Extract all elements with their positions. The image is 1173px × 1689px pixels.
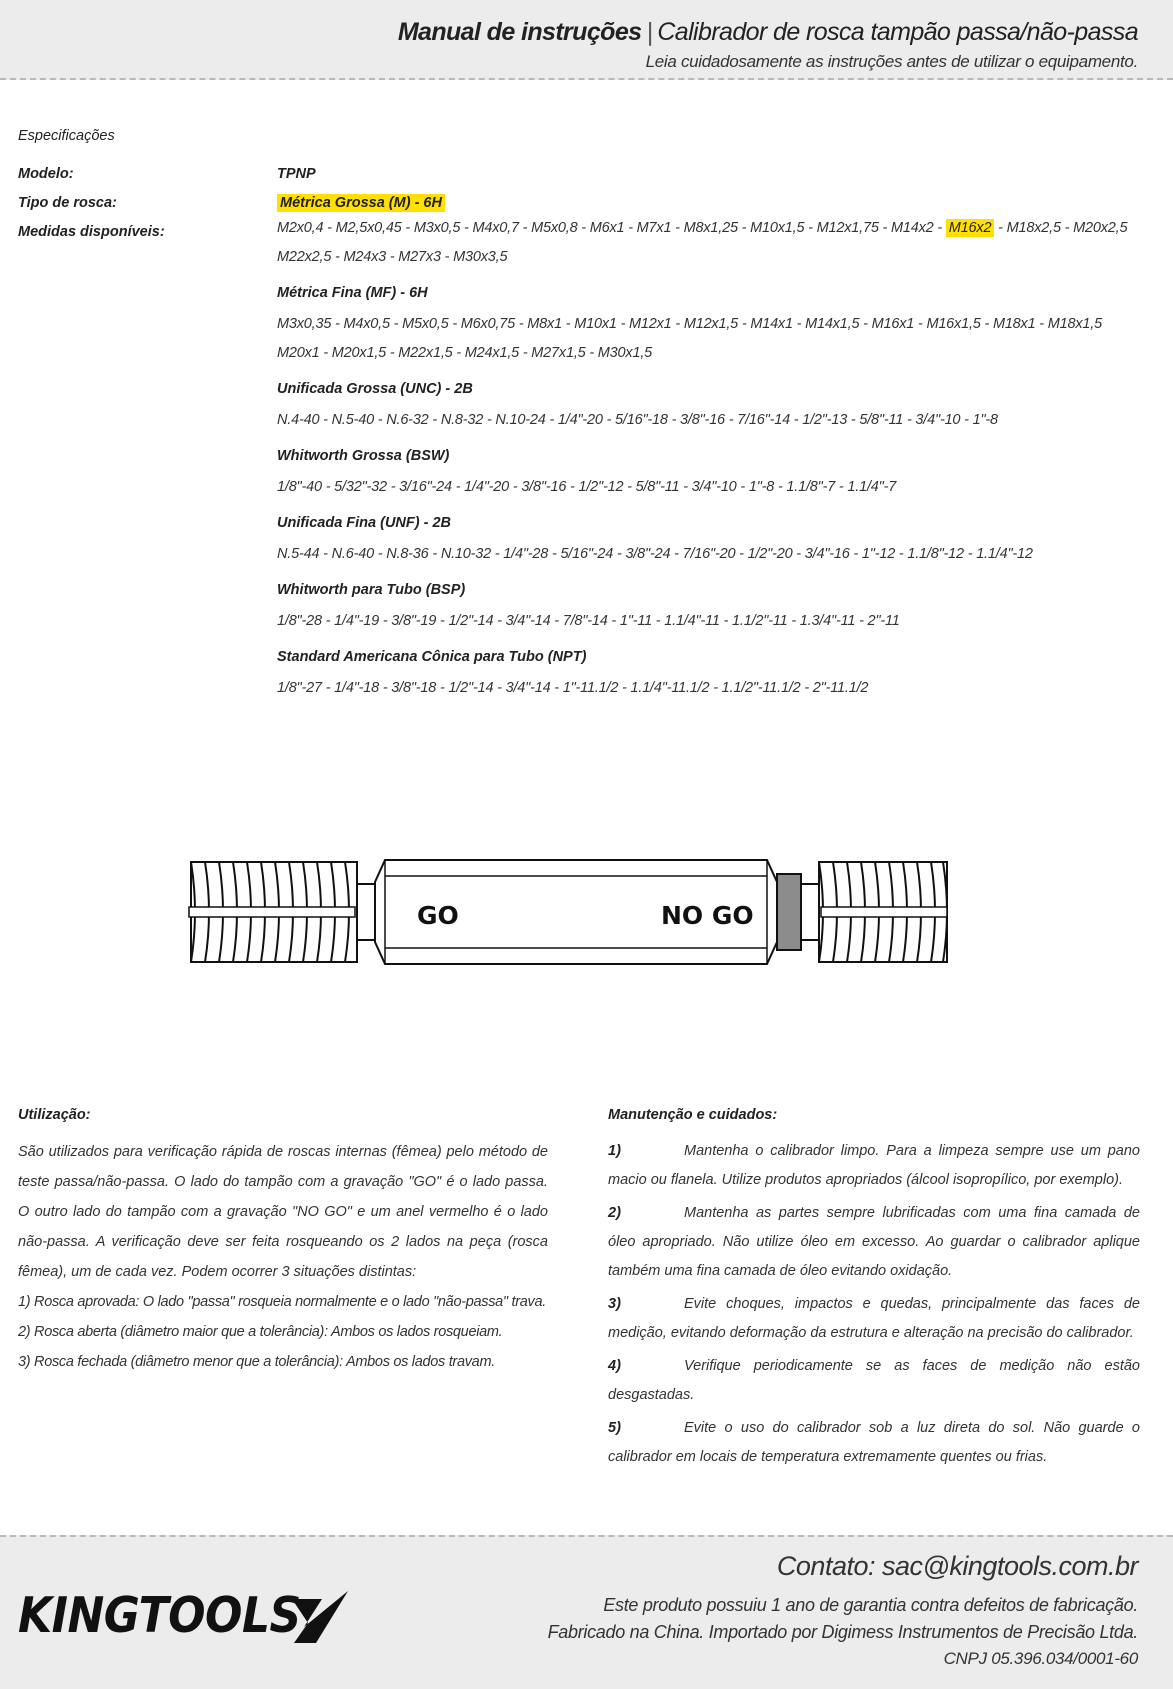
group-title: Unificada Fina (UNF) - 2B — [277, 515, 452, 531]
measures-line: N.5-44 - N.6-40 - N.8-36 - N.10-32 - 1/4"-28 - 5/16"-24 - 3/8"-24 - 7/16"-20 - 1/2"-20 - 3/4"-16 - 1"-12 - 1.1/8"-12 - 1.1/4"-12 — [277, 546, 1033, 562]
thread-type-highlight: Métrica Grossa (M) - 6H — [277, 194, 445, 212]
measures-label: Medidas disponíveis: — [18, 224, 165, 240]
manual-subtitle: Leia cuidadosamente as instruções antes de utilizar o equipamento. — [645, 52, 1138, 71]
go-neck — [357, 884, 375, 940]
maintenance-title: Manutenção e cuidados: — [608, 1107, 778, 1123]
measures-group-bsw — [277, 448, 1157, 502]
item-number: 3) — [608, 1296, 621, 1312]
thread-plug-gauge-drawing — [185, 852, 980, 972]
maintenance-section — [608, 1103, 1140, 1476]
measures-group-metric-fine — [277, 285, 1157, 368]
measures-list — [277, 214, 1157, 716]
item-text: Mantenha as partes sempre lubrificadas com uma fina camada de óleo apropriado. Não utilize óleo em excesso. Ao guardar o calibrador aplique também uma fina camada de óleo evitando oxidação. — [608, 1205, 1140, 1279]
page-footer — [0, 1535, 1173, 1689]
group-title: Unificada Grossa (UNC) - 2B — [277, 381, 473, 397]
measures-line: 1/8"-28 - 1/4"-19 - 3/8"-19 - 1/2"-14 - 3/4"-14 - 7/8"-14 - 1"-11 - 1.1/4"-11 - 1.1/2"-11 - 1.3/4"-11 - 2"-11 — [277, 613, 900, 629]
item-number: 4) — [608, 1358, 621, 1374]
manual-title-bold: Manual de instruções — [397, 18, 642, 46]
item-number: 1) — [608, 1143, 621, 1159]
measures-line: 1/8"-27 - 1/4"-18 - 3/8"-18 - 1/2"-14 - 3/4"-14 - 1"-11.1/2 - 1.1/4"-11.1/2 - 1.1/2"-11.1/2 - 2"-11.1/2 — [277, 680, 869, 696]
manual-title-product: Calibrador de rosca tampão passa/não-passa — [657, 18, 1138, 46]
measures-line — [277, 214, 1157, 243]
nogo-label: NO GO — [661, 901, 754, 930]
item-text: Evite choques, impactos e quedas, principalmente das faces de medição, evitando deformação da estrutura e alteração na precisão do calibrador. — [608, 1296, 1140, 1341]
nogo-neck — [801, 884, 819, 940]
measures-group-metric-coarse — [277, 214, 1157, 272]
group-title: Métrica Fina (MF) - 6H — [277, 285, 428, 301]
specifications-title: Especificações — [18, 128, 115, 144]
warranty-text: Este produto possuiu 1 ano de garantia contra defeitos de fabricação. — [603, 1595, 1138, 1615]
measures-text: M2x0,4 - M2,5x0,45 - M3x0,5 - M4x0,7 - M5x0,8 - M6x1 - M7x1 - M8x1,25 - M10x1,5 - M12x1,75 - M14x2 - — [277, 220, 946, 236]
usage-item: 1) Rosca aprovada: O lado "passa" rosqueia normalmente e o lado "não-passa" trava. — [18, 1294, 546, 1310]
group-title: Standard Americana Cônica para Tubo (NPT) — [277, 649, 587, 665]
group-title: Whitworth para Tubo (BSP) — [277, 582, 466, 598]
usage-title: Utilização: — [18, 1107, 91, 1123]
maintenance-item — [608, 1137, 1140, 1195]
measures-line: M22x2,5 - M24x3 - M27x3 - M30x3,5 — [277, 249, 508, 265]
maintenance-item — [608, 1414, 1140, 1472]
go-thread-end — [189, 862, 357, 962]
measures-group-bsp — [277, 582, 1157, 636]
measures-group-unc — [277, 381, 1157, 435]
measures-group-unf — [277, 515, 1157, 569]
usage-paragraph: São utilizados para verificação rápida de roscas internas (fêmea) pelo método de teste passa/não-passa. O lado do tampão com a gravação "GO" é o lado passa. O outro lado do tampão com a gravação "NO GO" e um anel vermelho é o lado não-passa. A verificação deve ser feita rosqueando os 2 lados na peça (rosca fêmea), um de cada vez. Podem ocorrer 3 situações distintas: — [18, 1144, 548, 1280]
page-header — [0, 0, 1173, 80]
usage-item: 3) Rosca fechada (diâmetro menor que a tolerância): Ambos os lados travam. — [18, 1354, 495, 1370]
measures-line: N.4-40 - N.5-40 - N.6-32 - N.8-32 - N.10-24 - 1/4"-20 - 5/16"-18 - 3/8"-16 - 7/16"-14 - 1/2"-13 - 5/8"-11 - 3/4"-10 - 1"-8 — [277, 412, 998, 428]
maintenance-item — [608, 1352, 1140, 1410]
measures-group-npt — [277, 649, 1157, 703]
highlighted-size: M16x2 — [946, 219, 995, 237]
contact-email: Contato: sac@kingtools.com.br — [776, 1551, 1138, 1581]
logo-arrow-icon — [286, 1587, 356, 1647]
maintenance-item — [608, 1290, 1140, 1348]
item-number: 2) — [608, 1205, 621, 1221]
item-text: Mantenha o calibrador limpo. Para a limpeza sempre use um pano macio ou flanela. Utilize produtos apropriados (álcool isopropílico, por exemplo). — [608, 1143, 1140, 1188]
item-text: Evite o uso do calibrador sob a luz direta do sol. Não guarde o calibrador em locais de temperatura extremamente quentes ou frias. — [608, 1420, 1140, 1465]
usage-item: 2) Rosca aberta (diâmetro maior que a tolerância): Ambos os lados rosqueiam. — [18, 1324, 503, 1340]
manufacture-text: Fabricado na China. Importado por Digimess Instrumentos de Precisão Ltda. — [547, 1622, 1138, 1642]
model-row — [18, 166, 1158, 195]
logo-wordmark: KINGTOOLS — [18, 1587, 301, 1645]
measures-line: M20x1 - M20x1,5 - M22x1,5 - M24x1,5 - M27x1,5 - M30x1,5 — [277, 345, 653, 361]
cnpj-text: CNPJ 05.396.034/0001-60 — [943, 1649, 1138, 1668]
manual-title — [398, 18, 1138, 47]
thread-type-value — [277, 195, 445, 211]
model-value: TPNP — [277, 166, 316, 182]
nogo-ring — [777, 874, 801, 950]
nogo-thread-end — [819, 862, 947, 962]
title-separator: | — [646, 18, 653, 46]
maintenance-item — [608, 1199, 1140, 1286]
thread-type-label: Tipo de rosca: — [18, 195, 117, 211]
go-label: GO — [417, 901, 459, 930]
model-label: Modelo: — [18, 166, 74, 182]
item-number: 5) — [608, 1420, 621, 1436]
measures-text: - M18x2,5 - M20x2,5 — [994, 220, 1128, 236]
measures-line: 1/8"-40 - 5/32"-32 - 3/16"-24 - 1/4"-20 - 3/8"-16 - 1/2"-12 - 5/8"-11 - 3/4"-10 - 1"-8 - 1.1/8"-7 - 1.1/4"-7 — [277, 479, 897, 495]
gauge-illustration — [185, 852, 980, 972]
usage-section — [18, 1103, 548, 1377]
measures-line: M3x0,35 - M4x0,5 - M5x0,5 - M6x0,75 - M8x1 - M10x1 - M12x1 - M12x1,5 - M14x1 - M14x1,5 - M16x1 - M16x1,5 - M18x1 - M18x1,5 — [277, 316, 1102, 332]
item-text: Verifique periodicamente se as faces de medição não estão desgastadas. — [608, 1358, 1140, 1403]
group-title: Whitworth Grossa (BSW) — [277, 448, 450, 464]
